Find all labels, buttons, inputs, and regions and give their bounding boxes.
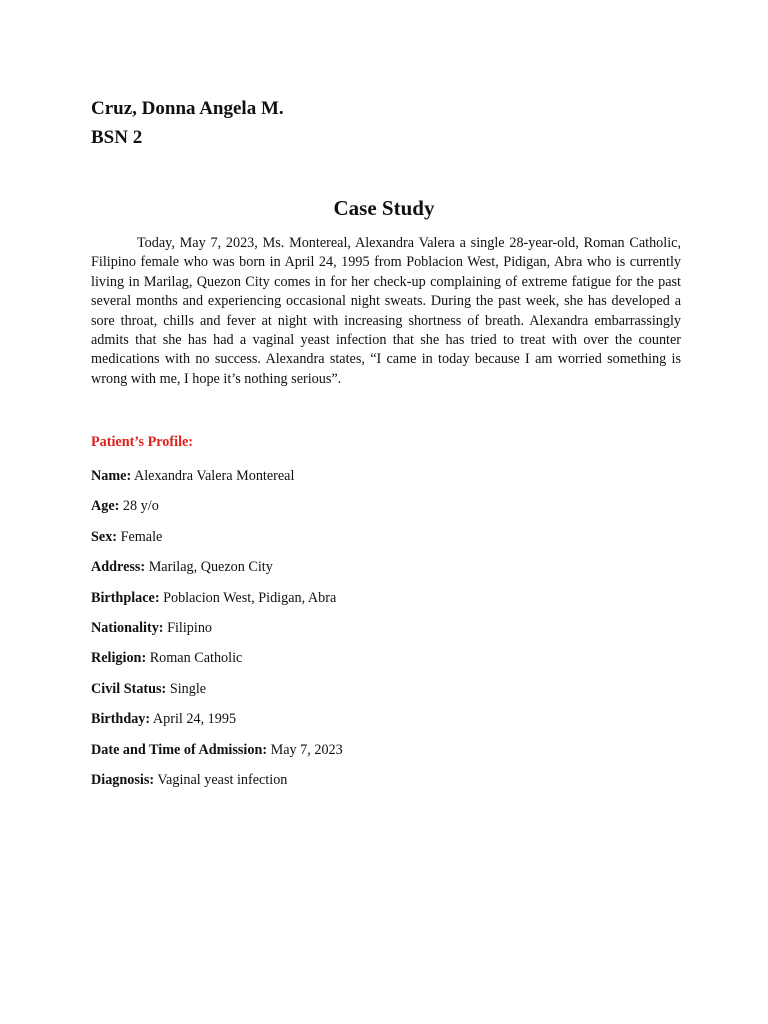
field-value: 28 y/o bbox=[122, 498, 159, 515]
profile-field-admission bbox=[91, 740, 343, 770]
profile-field-religion bbox=[91, 648, 343, 678]
field-value: May 7, 2023 bbox=[270, 741, 343, 758]
case-narrative: Today, May 7, 2023, Ms. Montereal, Alexandra Valera a single 28-year-old, Roman Catholic, Filipino female who was born in April 24, 1995 from Poblacion West, Pidigan, Abra who is currently living in Marilag, Quezon City comes in for her check-up complaining of extreme fatigue for the past several months and experiencing occasional night sweats. During the past week, she has developed a sore throat, chills and fever at night with increasing shortness of breath. Alexandra embarrassingly admits that she has had a vaginal yeast infection that she has tried to treat with over the counter medications with no success. Alexandra states, “I came in today because I am worried something is wrong with me, I hope it’s nothing serious”. bbox=[91, 235, 681, 387]
field-value: Female bbox=[120, 528, 163, 545]
field-value: Roman Catholic bbox=[149, 650, 243, 667]
field-label: Civil Status: bbox=[91, 680, 167, 697]
profile-list bbox=[91, 466, 343, 800]
profile-field-civil-status bbox=[91, 679, 343, 709]
profile-field-sex bbox=[91, 527, 343, 557]
field-value: Single bbox=[169, 680, 207, 697]
field-label: Sex: bbox=[91, 528, 118, 545]
field-label: Diagnosis: bbox=[91, 771, 155, 788]
author-block bbox=[91, 94, 284, 152]
field-label: Religion: bbox=[91, 650, 147, 667]
document-title: Case Study bbox=[333, 196, 435, 220]
field-label: Date and Time of Admission: bbox=[91, 741, 268, 758]
profile-heading: Patient’s Profile: bbox=[91, 434, 194, 450]
profile-field-name bbox=[91, 466, 343, 496]
profile-field-birthplace bbox=[91, 588, 343, 618]
field-label: Age: bbox=[91, 498, 120, 515]
field-value: Filipino bbox=[167, 619, 213, 636]
field-value: Vaginal yeast infection bbox=[157, 771, 288, 788]
field-label: Address: bbox=[91, 559, 146, 576]
field-value: April 24, 1995 bbox=[152, 711, 237, 728]
field-label: Name: bbox=[91, 468, 132, 484]
profile-field-birthday bbox=[91, 709, 343, 739]
profile-field-address bbox=[91, 557, 343, 587]
field-label: Birthday: bbox=[91, 711, 151, 728]
profile-field-age bbox=[91, 496, 343, 526]
author-name: Cruz, Donna Angela M. bbox=[91, 98, 284, 119]
profile-field-diagnosis bbox=[91, 770, 343, 800]
field-value: Poblacion West, Pidigan, Abra bbox=[163, 589, 337, 606]
field-value: Marilag, Quezon City bbox=[148, 559, 273, 576]
profile-field-nationality bbox=[91, 618, 343, 648]
field-label: Birthplace: bbox=[91, 589, 160, 606]
field-label: Nationality: bbox=[91, 619, 164, 636]
field-value: Alexandra Valera Montereal bbox=[133, 468, 295, 484]
author-course: BSN 2 bbox=[91, 127, 143, 148]
